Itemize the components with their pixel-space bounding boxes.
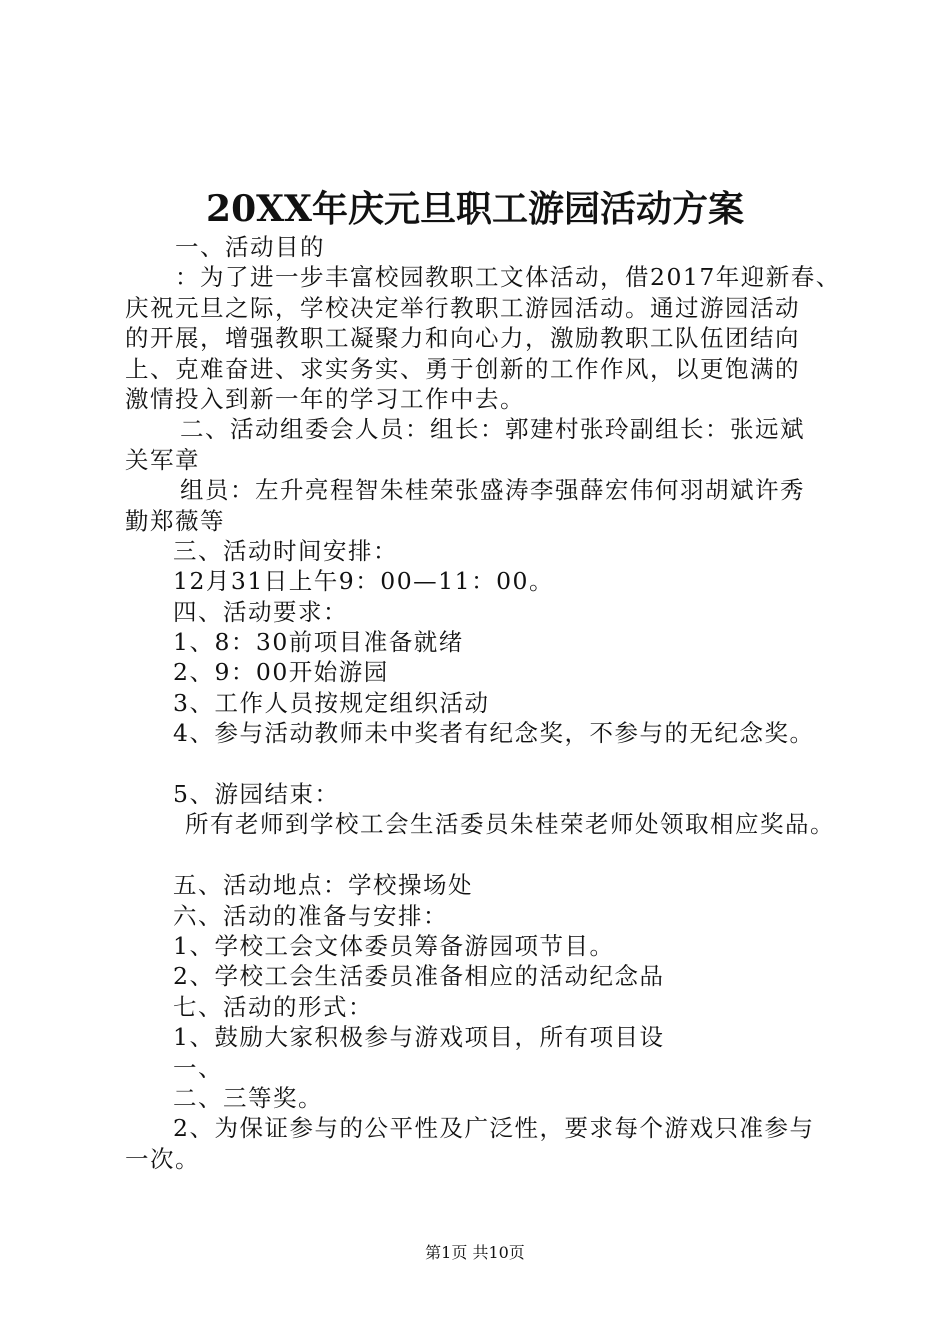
blank-line [125, 840, 845, 870]
paragraph-line: 12月31日上午9：00—11：00。 [173, 567, 554, 596]
section-heading-purpose: 一、活动目的 [175, 233, 325, 261]
list-item: 2、9：00开始游园 [173, 658, 389, 687]
section-heading-preparation: 六、活动的准备与安排： [173, 901, 448, 930]
list-item: 1、学校工会文体委员筹备游园项节目。 [173, 931, 615, 960]
document-title: 20XX年庆元旦职工游园活动方案 [206, 188, 744, 230]
section-heading-committee: 二、活动组委会人员：组长：郭建村张玲副组长：张远斌 [180, 415, 805, 444]
list-item: 4、参与活动教师未中奖者有纪念奖，不参与的无纪念奖。 [173, 719, 815, 748]
list-item: 1、鼓励大家积极参与游戏项目，所有项目设 [173, 1023, 665, 1052]
paragraph-line: ：为了进一步丰富校园教职工文体活动，借2017年迎新春、 [175, 263, 841, 292]
page-number: 第1页 共10页 [425, 1243, 525, 1262]
paragraph-line: 二、三等奖。 [173, 1083, 323, 1112]
paragraph-line: 一次。 [125, 1144, 200, 1173]
document-body [125, 232, 845, 1174]
paragraph-line: 的开展，增强教职工凝聚力和向心力，激励教职工队伍团结向 [125, 324, 800, 353]
blank-line [125, 749, 845, 779]
paragraph-line: 所有老师到学校工会生活委员朱桂荣老师处领取相应奖品。 [185, 810, 835, 839]
paragraph-line: 一、 [173, 1053, 223, 1082]
paragraph-line: 关军章 [125, 445, 200, 474]
list-item: 2、学校工会生活委员准备相应的活动纪念品 [173, 962, 665, 991]
paragraph-line: 庆祝元旦之际，学校决定举行教职工游园活动。通过游园活动 [125, 293, 800, 322]
list-item: 2、为保证参与的公平性及广泛性，要求每个游戏只准参与 [173, 1114, 815, 1143]
section-heading-location: 五、活动地点：学校操场处 [173, 871, 473, 900]
list-item: 1、8：30前项目准备就绪 [173, 628, 464, 657]
paragraph-line: 勤郑薇等 [125, 506, 225, 535]
paragraph-line: 激情投入到新一年的学习工作中去。 [125, 384, 525, 413]
list-item: 3、工作人员按规定组织活动 [173, 688, 490, 717]
paragraph-line: 上、克难奋进、求实务实、勇于创新的工作作风，以更饱满的 [125, 354, 800, 383]
paragraph-line: 组员：左升亮程智朱桂荣张盛涛李强薛宏伟何羽胡斌许秀 [180, 476, 805, 505]
section-heading-format: 七、活动的形式： [173, 992, 373, 1021]
section-heading-requirements: 四、活动要求： [173, 597, 348, 626]
list-item: 5、游园结束： [173, 780, 340, 809]
section-heading-schedule: 三、活动时间安排： [173, 536, 398, 565]
